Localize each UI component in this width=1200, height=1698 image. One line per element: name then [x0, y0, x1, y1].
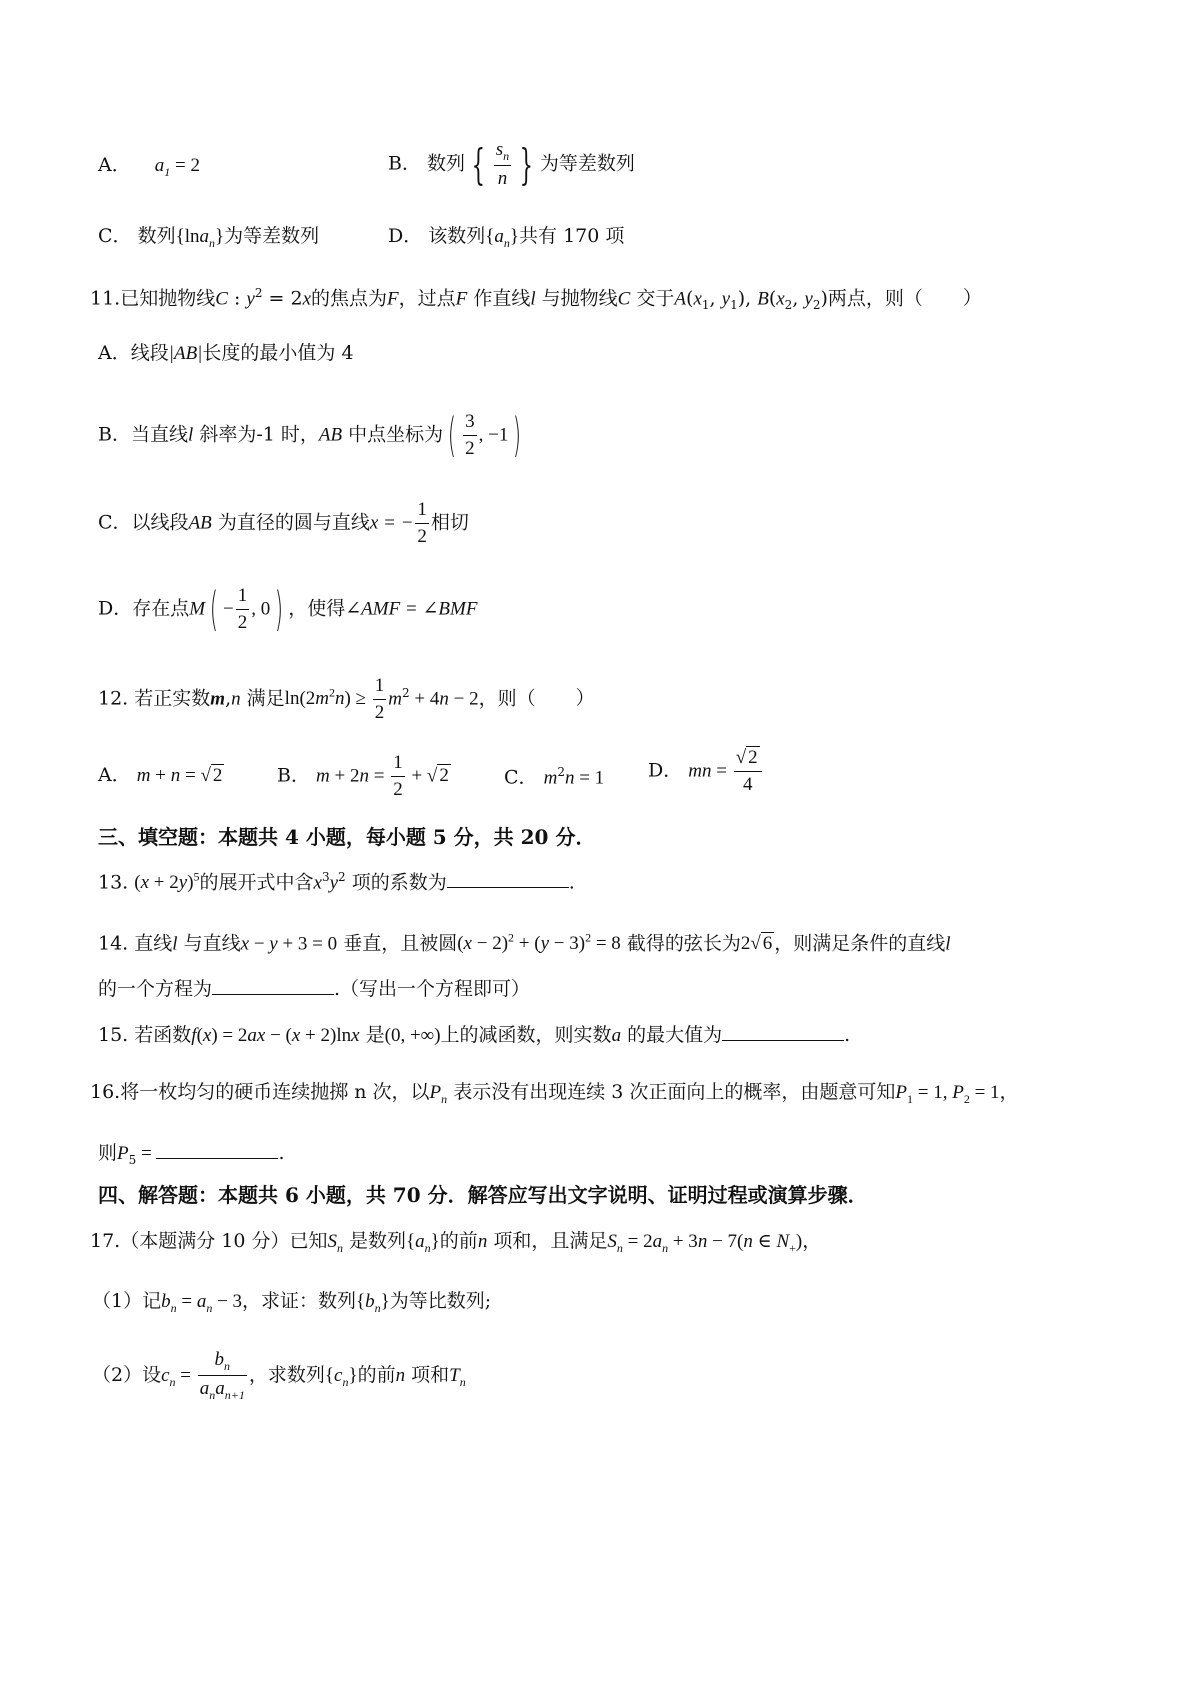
math-a1: $a_1$ [154, 155, 171, 179]
q16-line2: 则$P_5$ = . [98, 1142, 285, 1167]
q12-option-d: D． mn = $\frac{√ 2}{4}$ [648, 748, 764, 795]
option-label: C． [98, 225, 132, 247]
q11-option-c: C．以线段AB 为直径的圆与直线x = − $\frac{1}{2}$ 相切 [98, 499, 469, 547]
q13: 13. $(x + 2y)^5$的展开式中含$x^3y^2$ 项的系数为 . [98, 870, 575, 894]
q11-option-a: A．线段|AB|长度的最小值为 4 [98, 342, 354, 364]
fraction: $\frac{1}{2}$ [374, 675, 385, 723]
q14-line2: 的一个方程为 .（写出一个方程即可） [98, 978, 531, 1000]
option-label: D． [388, 225, 423, 247]
answer-blank[interactable] [722, 1024, 844, 1041]
q17-part1: （1）记$b_n = a_n - 3$，求证：数列$\{b_n\}$为等比数列; [92, 1290, 492, 1315]
q10-option-b: B． 数列 { $\frac{s_n}{n}$ } 为等差数列 [388, 139, 635, 190]
fraction: $\frac{1}{2}$ [237, 585, 248, 633]
fraction: $\frac{s_n}{n}$ [495, 139, 510, 190]
q15: 15. 若函数f(x) = 2ax − (x + 2)lnx 是(0, +∞)上的减函数，则实数a 的最大值为 . [98, 1024, 851, 1046]
q14-line1: 14. 直线l 与直线x − y + 3 = 0 垂直，且被圆$(x - 2)^2 + (y - 3)^2 = 8$ 截得的弦长为2√ 6 ，则满足条件的直线l [98, 931, 951, 955]
q17-stem: 17.（本题满分 10 分）已知$S_n$ 是数列$\{a_n\}$的前n 项和，且满足$S_n = 2a_n + 3n - 7(n$ ∈ $N_+$)， [90, 1230, 822, 1255]
fraction: $\frac{1}{2}$ [393, 752, 403, 800]
q11-option-d: D．存在点M ( − $\frac{1}{2}$ , 0 ) ，使得∠AMF = ∠BMF [98, 582, 478, 637]
option-text: 为等差数列 [224, 225, 320, 247]
q17-part2: （2）设$c_n$ = $\frac{b_n}{a_na_{n+1}}$ ，求数列$\{c_n\}$的前n 项和$T_n$ [92, 1349, 466, 1403]
option-text: 共有 170 项 [519, 225, 625, 247]
section-3-heading: 三、填空题：本题共 4 小题，每小题 5 分，共 20 分． [98, 825, 596, 849]
option-text: 该数列 [428, 225, 486, 247]
option-label: B． [388, 152, 421, 175]
fraction: $\frac{b_n}{a_na_{n+1}}$ [199, 1349, 245, 1403]
q16-line1: 16.将一枚均匀的硬币连续抛掷 n 次，以$P_n$ 表示没有出现连续 3 次正面向上的概率，由题意可知$P_1 = 1$, $P_2 = 1$， [90, 1081, 1019, 1106]
q11-option-b: B．当直线l 斜率为-1 时，AB 中点坐标为 ( $\frac{3}{2}$ , −1 ) [98, 408, 522, 463]
q12-stem: 12. 若正实数m,n 满足$\ln(2m^2n)$ ≥ $\frac{1}{2}$ $m^2 + 4n - 2$，则（ ） [98, 675, 595, 723]
q10-option-d: D． 该数列$\{a_n\}$共有 170 项 [388, 225, 625, 250]
answer-blank[interactable] [212, 978, 334, 995]
answer-blank[interactable] [156, 1142, 278, 1159]
section-4-heading: 四、解答题：本题共 6 小题，共 70 分．解答应写出文字说明、证明过程或演算步骤． [98, 1183, 868, 1207]
q10-option-a: A． $a_1 = 2$ [98, 154, 200, 179]
fraction: $\frac{√ 2}{4}$ [734, 748, 762, 795]
answer-blank[interactable] [447, 871, 569, 888]
q10-option-c: C． 数列{lna$_n$}为等差数列 [98, 225, 320, 250]
q12-option-b: B． m + 2n = $\frac{1}{2}$ + √ 2 [277, 752, 449, 800]
option-text: 数列 [427, 152, 466, 175]
fraction: $\frac{1}{2}$ [417, 499, 427, 547]
q12-option-c: C． $m^2n = 1$ [504, 765, 605, 789]
option-text: 数列 [137, 225, 176, 247]
fraction: $\frac{3}{2}$ [465, 411, 475, 459]
option-text: 为等差数列 [539, 152, 635, 175]
option-label: A． [98, 154, 131, 176]
q11-stem: 11.已知抛物线C : $y^2 = 2x$的焦点为F，过点F 作直线l 与抛物线C 交于$A(x_1$, $y_1$), $B(x_2$, $y_2$)两点，则（ ） [90, 286, 982, 313]
q12-option-a: A． m + n = √ 2 [98, 764, 223, 786]
